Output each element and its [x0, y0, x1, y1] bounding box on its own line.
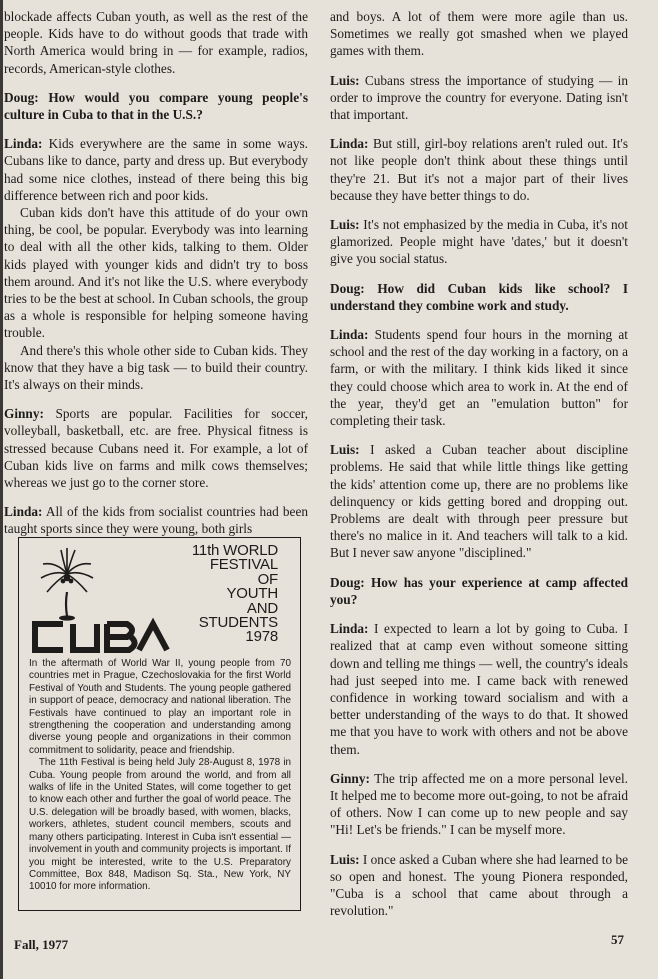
- speaker-name: Luis:: [330, 217, 360, 233]
- answer-text: But still, girl-boy relations aren't ruled out. It's not like people don't think about these things until they're 21. But it's not a major part of their lives because they have better things to do.: [330, 136, 629, 203]
- title-line: AND: [246, 599, 278, 617]
- answer-text: Sports are popular. Facilities for soccer, volleyball, basketball, etc. are free. Physical fitness is stressed because Cubans need it. For example, a lot of Cuban kids live on farms and milk cows themselves; whereas we just go to the corner store.: [4, 406, 308, 491]
- answer-text: Students spend four hours in the morning at school and the rest of the day working in a factory, on a farm, or with the military. I think kids liked it since they could choose which area to work in. At the end of the year, they'd get an "emulation button" for completing their task.: [330, 327, 629, 429]
- answer-paragraph: [330, 326, 628, 429]
- sidebar-body: [29, 658, 291, 894]
- speaker-name: Ginny:: [330, 770, 370, 786]
- answer-paragraph: [4, 503, 308, 537]
- answer-paragraph: [330, 216, 628, 268]
- answer-paragraph: [330, 770, 628, 839]
- paragraph: And there's this whole other side to Cuban kids. They know that they have a big task — to build their country. It's always on their minds.: [4, 342, 308, 393]
- question-text: How did Cuban kids like school? I understand they combine work and study.: [330, 280, 628, 313]
- title-line: OF: [257, 570, 278, 588]
- sidebar-paragraph: In the aftermath of World War II, young people from 70 countries met in Prague, Czechoslovakia for the first World Festival of Youth and Students. The young people gathered in support of peace, democracy and national liberation. The Festivals have continued to play an important role in strengthening the cooperation and understanding among diverse young people and organizations in their common commitment to solidarity, peace and friendship.: [29, 658, 291, 756]
- question-paragraph: [330, 574, 628, 608]
- festival-title: [192, 544, 278, 645]
- speaker-name: Luis:: [330, 851, 360, 867]
- answer-paragraph: [330, 620, 628, 758]
- answer-text: All of the kids from socialist countries had been taught sports since they were young, both girls: [4, 504, 308, 537]
- page-number: 57: [611, 932, 624, 947]
- palm-tree-icon: [27, 544, 177, 656]
- speaker-name: Luis:: [330, 442, 360, 458]
- left-column: [4, 8, 308, 550]
- speaker-name: Linda:: [4, 504, 43, 520]
- title-line: 1978: [245, 628, 278, 646]
- issue-date: Fall, 1977: [14, 937, 69, 952]
- question-text: How would you compare young people's culture in Cuba to that in the U.S.?: [4, 89, 308, 123]
- answer-paragraph: [4, 405, 308, 491]
- title-line: YOUTH: [226, 585, 278, 603]
- paragraph: and boys. A lot of them were more agile than us. Sometimes we really got smashed when we played games with them.: [330, 9, 628, 59]
- answer-text: Cubans stress the importance of studying — in order to improve the country for everyone. Dating isn't that important.: [330, 72, 628, 123]
- page-binding-edge: [0, 0, 3, 979]
- speaker-name: Linda:: [330, 136, 369, 152]
- answer-paragraph: [330, 441, 628, 561]
- title-line: STUDENTS: [198, 614, 278, 632]
- speaker-name: Linda:: [330, 327, 369, 343]
- title-line: FESTIVAL: [209, 556, 278, 574]
- answer-text: Kids everywhere are the same in some ways. Cubans like to dance, party and dress up. But everybody had some nice clothes, instead of there being this big difference between rich and poor kids.: [4, 136, 308, 203]
- speaker-name: Doug:: [330, 280, 365, 296]
- answer-text: I asked a Cuban teacher about discipline problems. He said that while little things like getting the kids' attention come up, there are no problems like delinquency or kids getting bored and dropping out. Problems are dealt with through peer pressure but there's no malice in it. And teachers will talk to a kid. But I never saw anyone "disciplined.": [330, 442, 628, 561]
- answer-text: It's not emphasized by the media in Cuba, it's not glamorized. People might have 'dates,' but it doesn't give you social status.: [330, 217, 628, 267]
- answer-text: I expected to learn a lot by going to Cuba. I realized that at camp even without someone sitting down and telling me things — well, the country's ideals had just seeped into me. I came back with renewed confidence in working toward socialism and with a better understanding of the ways to do that. It showed me that you have to work with others and not be above them.: [330, 621, 628, 757]
- answer-paragraph: [330, 851, 628, 920]
- question-paragraph: [4, 89, 308, 123]
- answer-text: The trip affected me on a more personal level. It helped me to become more out-going, to not be afraid of others. Now I can come up to new people and say "Hi! Let's be friends." I can be myself more.: [330, 770, 628, 838]
- answer-paragraph: [4, 135, 308, 204]
- answer-text: I once asked a Cuban where she had learned to be so open and honest. The young Pionera responded, "Cuba is a school that came about through a revolution.": [330, 851, 628, 919]
- title-line: 11th WORLD: [191, 542, 278, 559]
- question-paragraph: [330, 280, 628, 314]
- sidebar-paragraph: The 11th Festival is being held July 28-August 8, 1978 in Cuba. Young people from around the world, and from all walks of life in the United States, will come together to get to know each other and further the goal of world peace. The U.S. delegation will be broadly based, with women, blacks, workers, athletes, student council members, scouts and many others participating. Interest in Cuba isn't essential — involvement in youth and community projects is important. If you might be interested, write to the U.S. Preparatory Committee, Box 848, Madison Sq. Sta., New York, NY 10010 for more information.: [29, 757, 291, 893]
- cuba-festival-logo: [27, 544, 177, 656]
- speaker-name: Linda:: [330, 621, 369, 637]
- paragraph: blockade affects Cuban youth, as well as the rest of the people. Kids have to do without goods that trade with North America would bring in — for example, radios, records, American-style clothes.: [4, 9, 308, 76]
- speaker-name: Linda:: [4, 136, 43, 152]
- speaker-name: Ginny:: [4, 406, 44, 422]
- question-text: How has your experience at camp affected you?: [330, 574, 628, 607]
- paragraph: Cuban kids don't have this attitude of do your own thing, be cool, be popular. Everybody was into learning to deal with all the other kids, talking to them. Older kids played with younger kids and didn't try to boss them around. And it's not like the U.S. where everybody tries to be the best at school. In Cuban schools, the group as a whole is responsible for helping someone having trouble.: [4, 205, 308, 341]
- speaker-name: Doug:: [4, 89, 39, 105]
- festival-sidebar: [18, 537, 301, 911]
- right-column: [330, 8, 628, 931]
- speaker-name: Luis:: [330, 72, 360, 88]
- answer-paragraph: [330, 135, 628, 204]
- speaker-name: Doug:: [330, 574, 365, 590]
- answer-paragraph: [330, 72, 628, 124]
